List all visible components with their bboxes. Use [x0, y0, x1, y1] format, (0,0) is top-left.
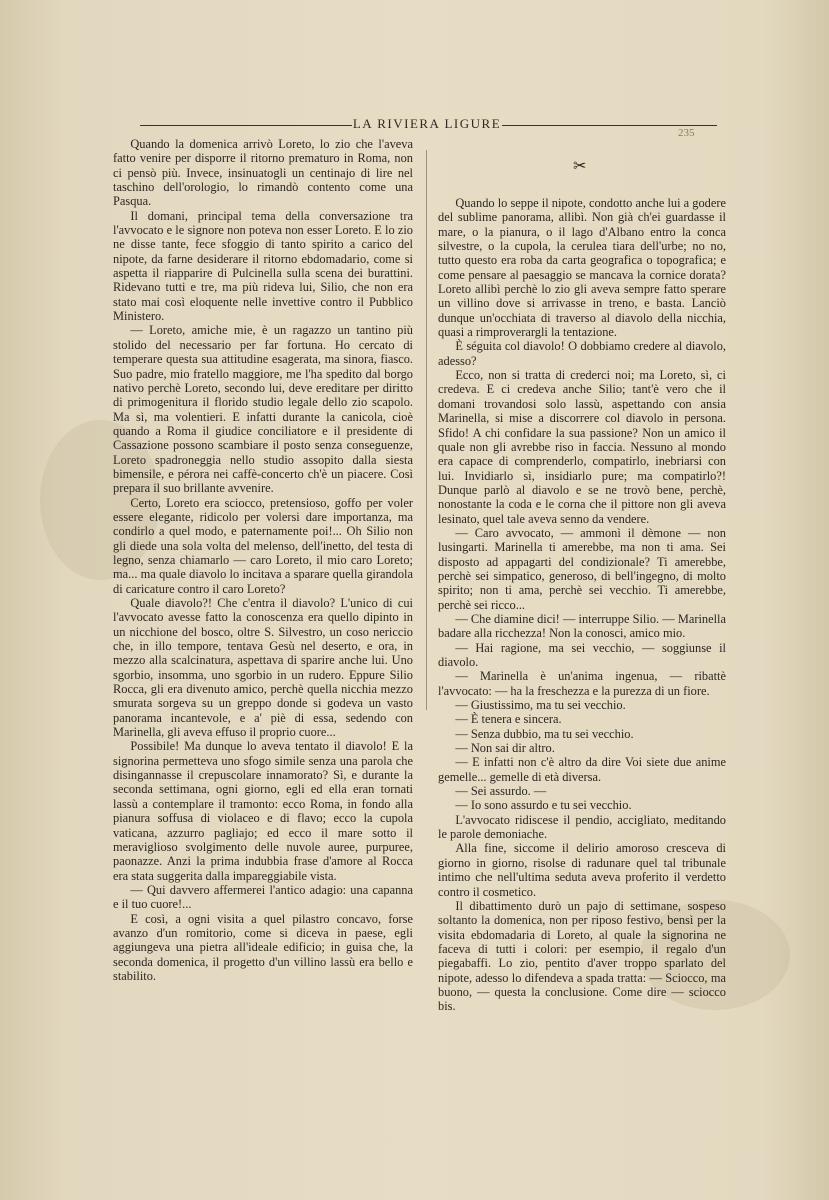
column-divider [426, 150, 427, 710]
page-number: 235 [678, 127, 695, 139]
paragraph: E così, a ogni visita a quel pilastro concavo, forse avanzo d'un romitorio, come si diceva in paese, egli aggiungeva una pietra all'ideale edificio; in guisa che, la seconda domenica, il progetto d'un villino lassù era bello e stabilito. [113, 911, 413, 983]
paragraph: — Che diamine dici! — interruppe Silio. — Marinella badare alla ricchezza! Non la conosci, amico mio. [438, 611, 726, 641]
paragraph: L'avvocato ridiscese il pendio, accigliato, meditando le parole demoniache. [438, 812, 726, 842]
paragraph: — Sei assurdo. — [455, 784, 547, 799]
paragraph: Il dibattimento durò un pajo di settimane, sospeso soltanto la domenica, non per riposo festivo, bensì per la visita ebdomadaria di Loreto, al quale la signorina ne faceva di tutti i colori: per esempio, il regalo d'un piegabaffi. Lo zio, pentito d'aver troppo sparlato del nipote, adesso lo difendeva a spada tratta: — Sciocco, ma buono, — questa la conclusione. Come dire — sciocco bis. [438, 898, 726, 1014]
paragraph: — Senza dubbio, ma tu sei vecchio. [455, 726, 634, 741]
header-rule-right [502, 125, 717, 126]
paragraph: — Caro avvocato, — ammonì il dèmone — non lusingarti. Marinella ti amerebbe, ma non ti ama. Sei disposto ad appagarti del condizionale? Ti amerebbe, perchè sei simpatico, generoso, di bell'ingegno, di molto spirito; non ti ama, perchè sei vecchio. Ti amerebbe, perchè sei ricco... [438, 525, 726, 612]
paragraph: — E infatti non c'è altro da dire Voi siete due anime gemelle... gemelle di età diversa. [438, 755, 726, 784]
right-text-column [438, 196, 726, 1014]
running-header-title: LA RIVIERA LIGURE [352, 116, 502, 131]
paragraph: Possibile! Ma dunque lo aveva tentato il diavolo! E la signorina permetteva uno sfogo simile senza una parola che disingannasse il crepuscolare innamorato? Sì, e durante la seconda settimana, ogni giorno, egli ed ella eran tornati lassù a contemplare il tramonto: ecco Roma, in fondo alla pianura soffusa di violaceo e di flavo; ecco la cupola vaticana, azzurro pagliajo; ed ecco il mare sotto il meraviglioso svolgimento delle nuvole auree, purpuree, paonazze. Anzi la prima indubbia frase d'amore al Rocca era stata suggerita dalla impareggiabile vista. [113, 739, 413, 883]
left-text-column [113, 137, 413, 983]
paragraph: — Marinella è un'anima ingenua, — ribattè l'avvocato: — ha la freschezza e la purezza di un fiore. [438, 669, 726, 698]
paragraph: Quale diavolo?! Che c'entra il diavolo? L'unico di cui l'avvocato avesse fatto la conoscenza era quello dipinto in un nicchione del bosco, oltre S. Silvestro, un coso nericcio che, in illo tempore, tentava Gesù nel deserto, e ora, in mezzo alla scalcinatura, aspettava di sparire anche lui. Uno sgorbio, insomma, uno sgorbio in un rudero. Eppure Silio Rocca, gli era divenuto amico, perchè quella nicchia mezzo smurata sorgeva su un greppo donde si godeva un vasto panorama incantevole, e a' piè di essa, sedendo con Marinella, gli aveva effuso il proprio cuore... [113, 596, 413, 740]
paragraph: Quando lo seppe il nipote, condotto anche lui a godere del sublime panorama, allibì. Non già ch'ei guardasse il mare, o la pianura, o il lago d'Albano entro la conca silvestre, o la cupola, la cerulea tiara dell'urbe; no no, tutto questo era roba da carta geografica o topografica; e come pensare al paesaggio se mancava la cornice dorata? Loreto allibì perchè lo zio gli aveva sempre fatto sperare un villino dove si arrivasse in treno, e basta. Lanciò dunque un'occhiata di traverso al diavolo della nicchia, quasi a rimproverargli la tentazione. [438, 196, 726, 340]
paragraph: Certo, Loreto era sciocco, pretensioso, goffo per voler essere elegante, ridicolo per volersi dare importanza, ma condirlo a quel modo, e paternamente poi!... Oh Silio non gli diede una sola volta del melenso, dell'inetto, del testa di legno, senza chiamarlo — caro Loreto, il mio caro Loreto; ma... ma quale diavolo lo incitava a sparare quella girandola di caricature contro il caro Loreto? [113, 495, 413, 596]
paragraph: Alla fine, siccome il delirio amoroso cresceva di giorno in giorno, risolse di radunare quel tal tribunale intimo che nell'ultima seduta aveva proferito il verdetto contro il cosmetico. [438, 841, 726, 899]
paragraph: Il domani, principal tema della conversazione tra l'avvocato e le signore non poteva non esser Loreto. E lo zio ne disse tante, fece sfoggio di tanto spirito a carico del nipote, da farne desiderare il ritorno ebdomadario, come si aspetta il riapparire di Pulcinella sulla scena dei burattini. Ridevano tutti e tre, ma più rideva lui, Silio, che non era stato mai così eloquente nelle invettive contro il Pubblico Ministero. [113, 208, 413, 324]
header-rule-left [140, 125, 352, 126]
paragraph: Ecco, non si tratta di crederci noi; ma Loreto, sì, ci credeva. E ci credeva anche Silio; tant'è vero che il domani trovandosi solo lassù, aspettando con ansia Marinella, si mise a discorrere col diavolo in persona. Sfido! A chi confidare la sua passione? Non un amico il quale non gli avrebbe riso in faccia. Nessuno al mondo era capace di comprenderlo, compatirlo, inebriarsi con lui. Invidiarlo sì, insidiarlo pure; ma compatirlo?! Dunque parlò al diavolo e se ne trovò bene, perchè, nonostante la coda e le corna che il pittore non gli aveva lesinato, quel tale aveva senno da vendere. [438, 368, 726, 526]
paragraph: — Giustissimo, ma tu sei vecchio. [455, 698, 626, 713]
paragraph: — Qui davvero affermerei l'antico adagio: una capanna e il tuo cuore!... [113, 882, 413, 912]
paragraph: — Non sai dir altro. [455, 741, 555, 756]
paragraph: — Loreto, amiche mie, è un ragazzo un tantino più stolido del necessario per far fortuna. Ho cercato di temperare questa sua attitudine esagerata, ma sinora, fiasco. Suo padre, mio fratello maggiore, me l'ha spedito dal borgo nativo perchè Loreto, secondo lui, deve ereditare per diritto di primogenitura il florido studio legale dello zio scapolo. Ma sì, ma volentieri. E infatti durante la canicola, cioè quando a Roma il giudice conciliatore e il presidente di Cassazione possono scambiare il posto senza conseguenze, Loreto spadroneggia nello studio assopito dalla siesta bimensile, e pérora nei caffè-concerto ch'è un piacere. Così prepara il suo brillante avvenire. [113, 323, 413, 496]
paragraph: — Hai ragione, ma sei vecchio, — soggiunse il diavolo. [438, 640, 726, 669]
paragraph: — Io sono assurdo e tu sei vecchio. [455, 798, 632, 813]
section-ornament: ✂ [573, 158, 587, 175]
paragraph: Quando la domenica arrivò Loreto, lo zio che l'aveva fatto venire per disporre il ritorno prematuro in Roma, non ci pensò più. Invece, insinuatogli un centinajo di lire nel taschino dell'orologio, lo rimandò contento come una Pasqua. [113, 137, 413, 209]
paragraph: — È tenera e sincera. [455, 712, 562, 727]
paragraph: È séguita col diavolo! O dobbiamo credere al diavolo, adesso? [438, 339, 726, 368]
